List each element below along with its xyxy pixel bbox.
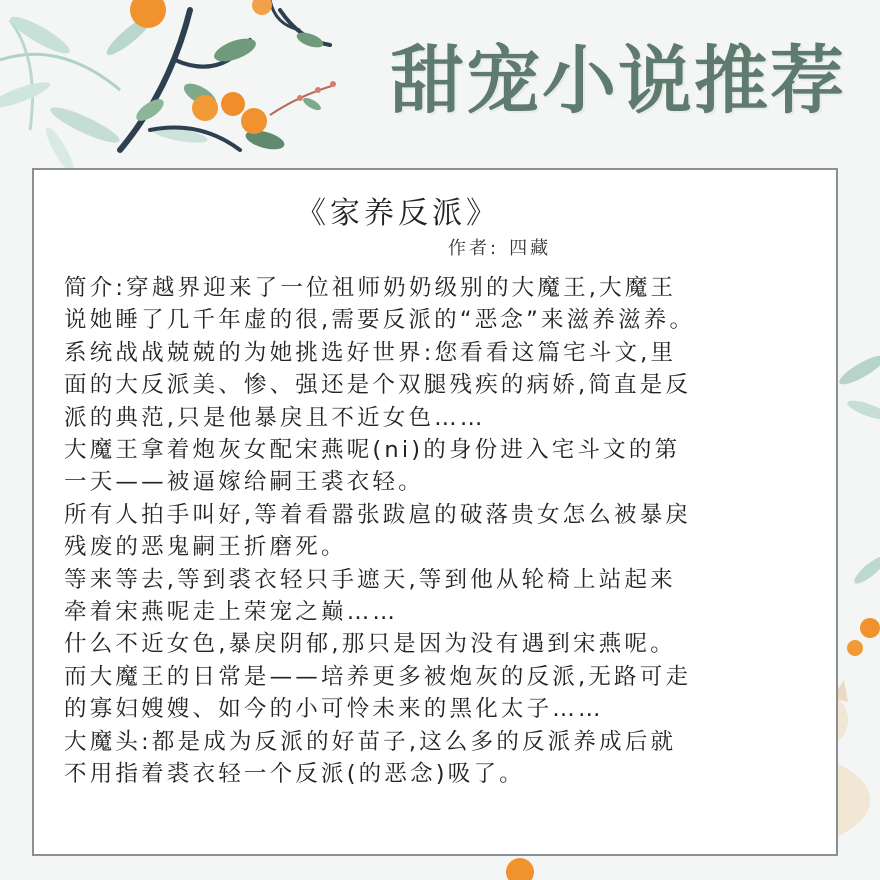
synopsis-line: 不用指着裘衣轻一个反派(的恶念)吸了。: [64, 761, 525, 788]
synopsis-line: 所有人拍手叫好,等着看嚣张跋扈的破落贵女怎么被暴戾: [64, 501, 692, 528]
right-leaves-illustration: [836, 351, 880, 588]
synopsis-line: 一天——被逼嫁给嗣王裘衣轻。: [64, 469, 424, 496]
synopsis-card: [32, 168, 838, 856]
book-title: 《家养反派》: [296, 196, 500, 231]
flower-sprig: [270, 81, 336, 115]
synopsis-line: 残废的恶鬼嗣王折磨死。: [64, 534, 347, 561]
author-label: 作者:: [448, 238, 500, 259]
synopsis-line: 而大魔王的日常是——培养更多被炮灰的反派,无路可走: [64, 663, 692, 690]
synopsis-line: 的寡妇嫂嫂、如今的小可怜未来的黑化太子……: [64, 696, 604, 723]
synopsis-line: 简介:穿越界迎来了一位祖师奶奶级别的大魔王,大魔王: [64, 275, 677, 301]
synopsis-line: 等来等去,等到裘衣轻只手遮天,等到他从轮椅上站起来: [64, 566, 676, 593]
bamboo-leaves-illustration: [0, 10, 209, 175]
synopsis-text: [64, 272, 814, 791]
page-title: 甜宠小说推荐: [390, 38, 846, 124]
synopsis-line: 牵着宋燕呢走上荣宠之巅……: [64, 599, 399, 626]
synopsis-line: 派的典范,只是他暴戾且不近女色……: [64, 404, 486, 431]
synopsis-line: 什么不近女色,暴戾阴郁,那只是因为没有遇到宋燕呢。: [64, 631, 676, 658]
author-name: 四藏: [509, 238, 552, 259]
synopsis-line: 大魔王拿着炮灰女配宋燕呢(ni)的身份进入宅斗文的第: [64, 437, 681, 464]
synopsis-line: 大魔头:都是成为反派的好苗子,这么多的反派养成后就: [64, 728, 677, 755]
synopsis-line: 面的大反派美、惨、强还是个双腿残疾的病娇,简直是反: [64, 372, 692, 399]
synopsis-line: 系统战战兢兢的为她挑选好世界:您看看这篇宅斗文,里: [64, 339, 677, 366]
author-line: [446, 234, 551, 260]
synopsis-line: 说她睡了几千年虚的很,需要反派的“恶念”来滋养滋养。: [64, 307, 696, 334]
